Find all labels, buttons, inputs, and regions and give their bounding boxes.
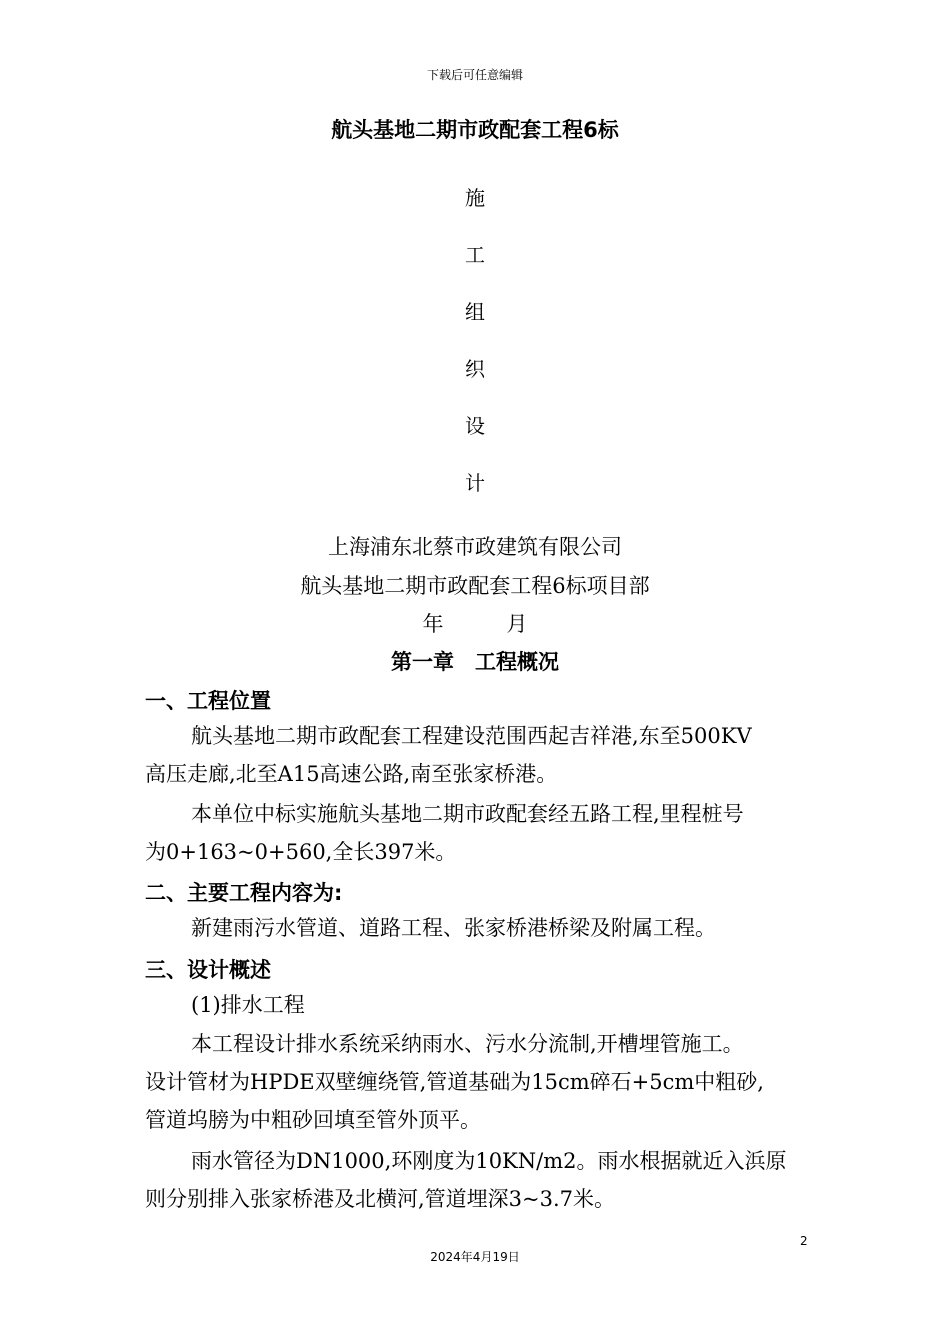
company-name: 上海浦东北蔡市政建筑有限公司 xyxy=(328,535,622,559)
page-number: 2 xyxy=(800,1234,808,1248)
vertical-title-char-3: 组 xyxy=(465,300,485,324)
paragraph-content xyxy=(145,909,810,947)
section-heading-location: 一、工程位置 xyxy=(145,689,271,713)
page-header: 下载后可任意编辑 xyxy=(426,68,523,82)
section-heading-content: 二、主要工程内容为: xyxy=(145,881,343,905)
paragraph-line: 本工程设计排水系统采纳雨水、污水分流制,开槽埋管施工。 xyxy=(191,1032,744,1056)
subheading-line: (1)排水工程 xyxy=(191,993,305,1017)
paragraph-rainwater-pipe xyxy=(145,1142,810,1218)
vertical-title-char-6: 计 xyxy=(465,471,485,495)
paragraph-scope xyxy=(145,795,810,871)
vertical-title-char-5: 设 xyxy=(465,414,485,438)
vertical-title-char-2: 工 xyxy=(465,243,485,267)
paragraph-line: 管道坞膀为中粗砂回填至管外顶平。 xyxy=(145,1108,481,1132)
subheading-drainage xyxy=(145,986,810,1024)
paragraph-location xyxy=(145,717,810,793)
date-line: 年 月 xyxy=(422,612,528,636)
paragraph-drainage-system xyxy=(145,1025,810,1139)
vertical-title-char-1: 施 xyxy=(465,186,485,210)
project-department: 航头基地二期市政配套工程6标项目部 xyxy=(300,574,650,598)
paragraph-line: 航头基地二期市政配套工程建设范围西起吉祥港,东至500KV xyxy=(191,724,752,748)
section-heading-design: 三、设计概述 xyxy=(145,958,271,982)
paragraph-line: 新建雨污水管道、道路工程、张家桥港桥梁及附属工程。 xyxy=(191,916,716,940)
vertical-title-char-4: 织 xyxy=(465,357,485,381)
paragraph-line: 设计管材为HPDE双壁缠绕管,管道基础为15cm碎石+5cm中粗砂, xyxy=(145,1070,764,1094)
chapter-title: 第一章 工程概况 xyxy=(391,650,559,674)
paragraph-line: 雨水管径为DN1000,环刚度为10KN/m2。雨水根据就近入浜原 xyxy=(191,1149,787,1173)
paragraph-line: 则分别排入张家桥港及北横河,管道埋深3~3.7米。 xyxy=(145,1187,616,1211)
paragraph-line: 为0+163~0+560,全长397米。 xyxy=(145,840,457,864)
document-title: 航头基地二期市政配套工程6标 xyxy=(331,118,619,142)
paragraph-line: 本单位中标实施航头基地二期市政配套经五路工程,里程桩号 xyxy=(191,802,744,826)
page-footer-date: 2024年4月19日 xyxy=(430,1250,520,1264)
paragraph-line: 高压走廊,北至A15高速公路,南至张家桥港。 xyxy=(145,762,558,786)
